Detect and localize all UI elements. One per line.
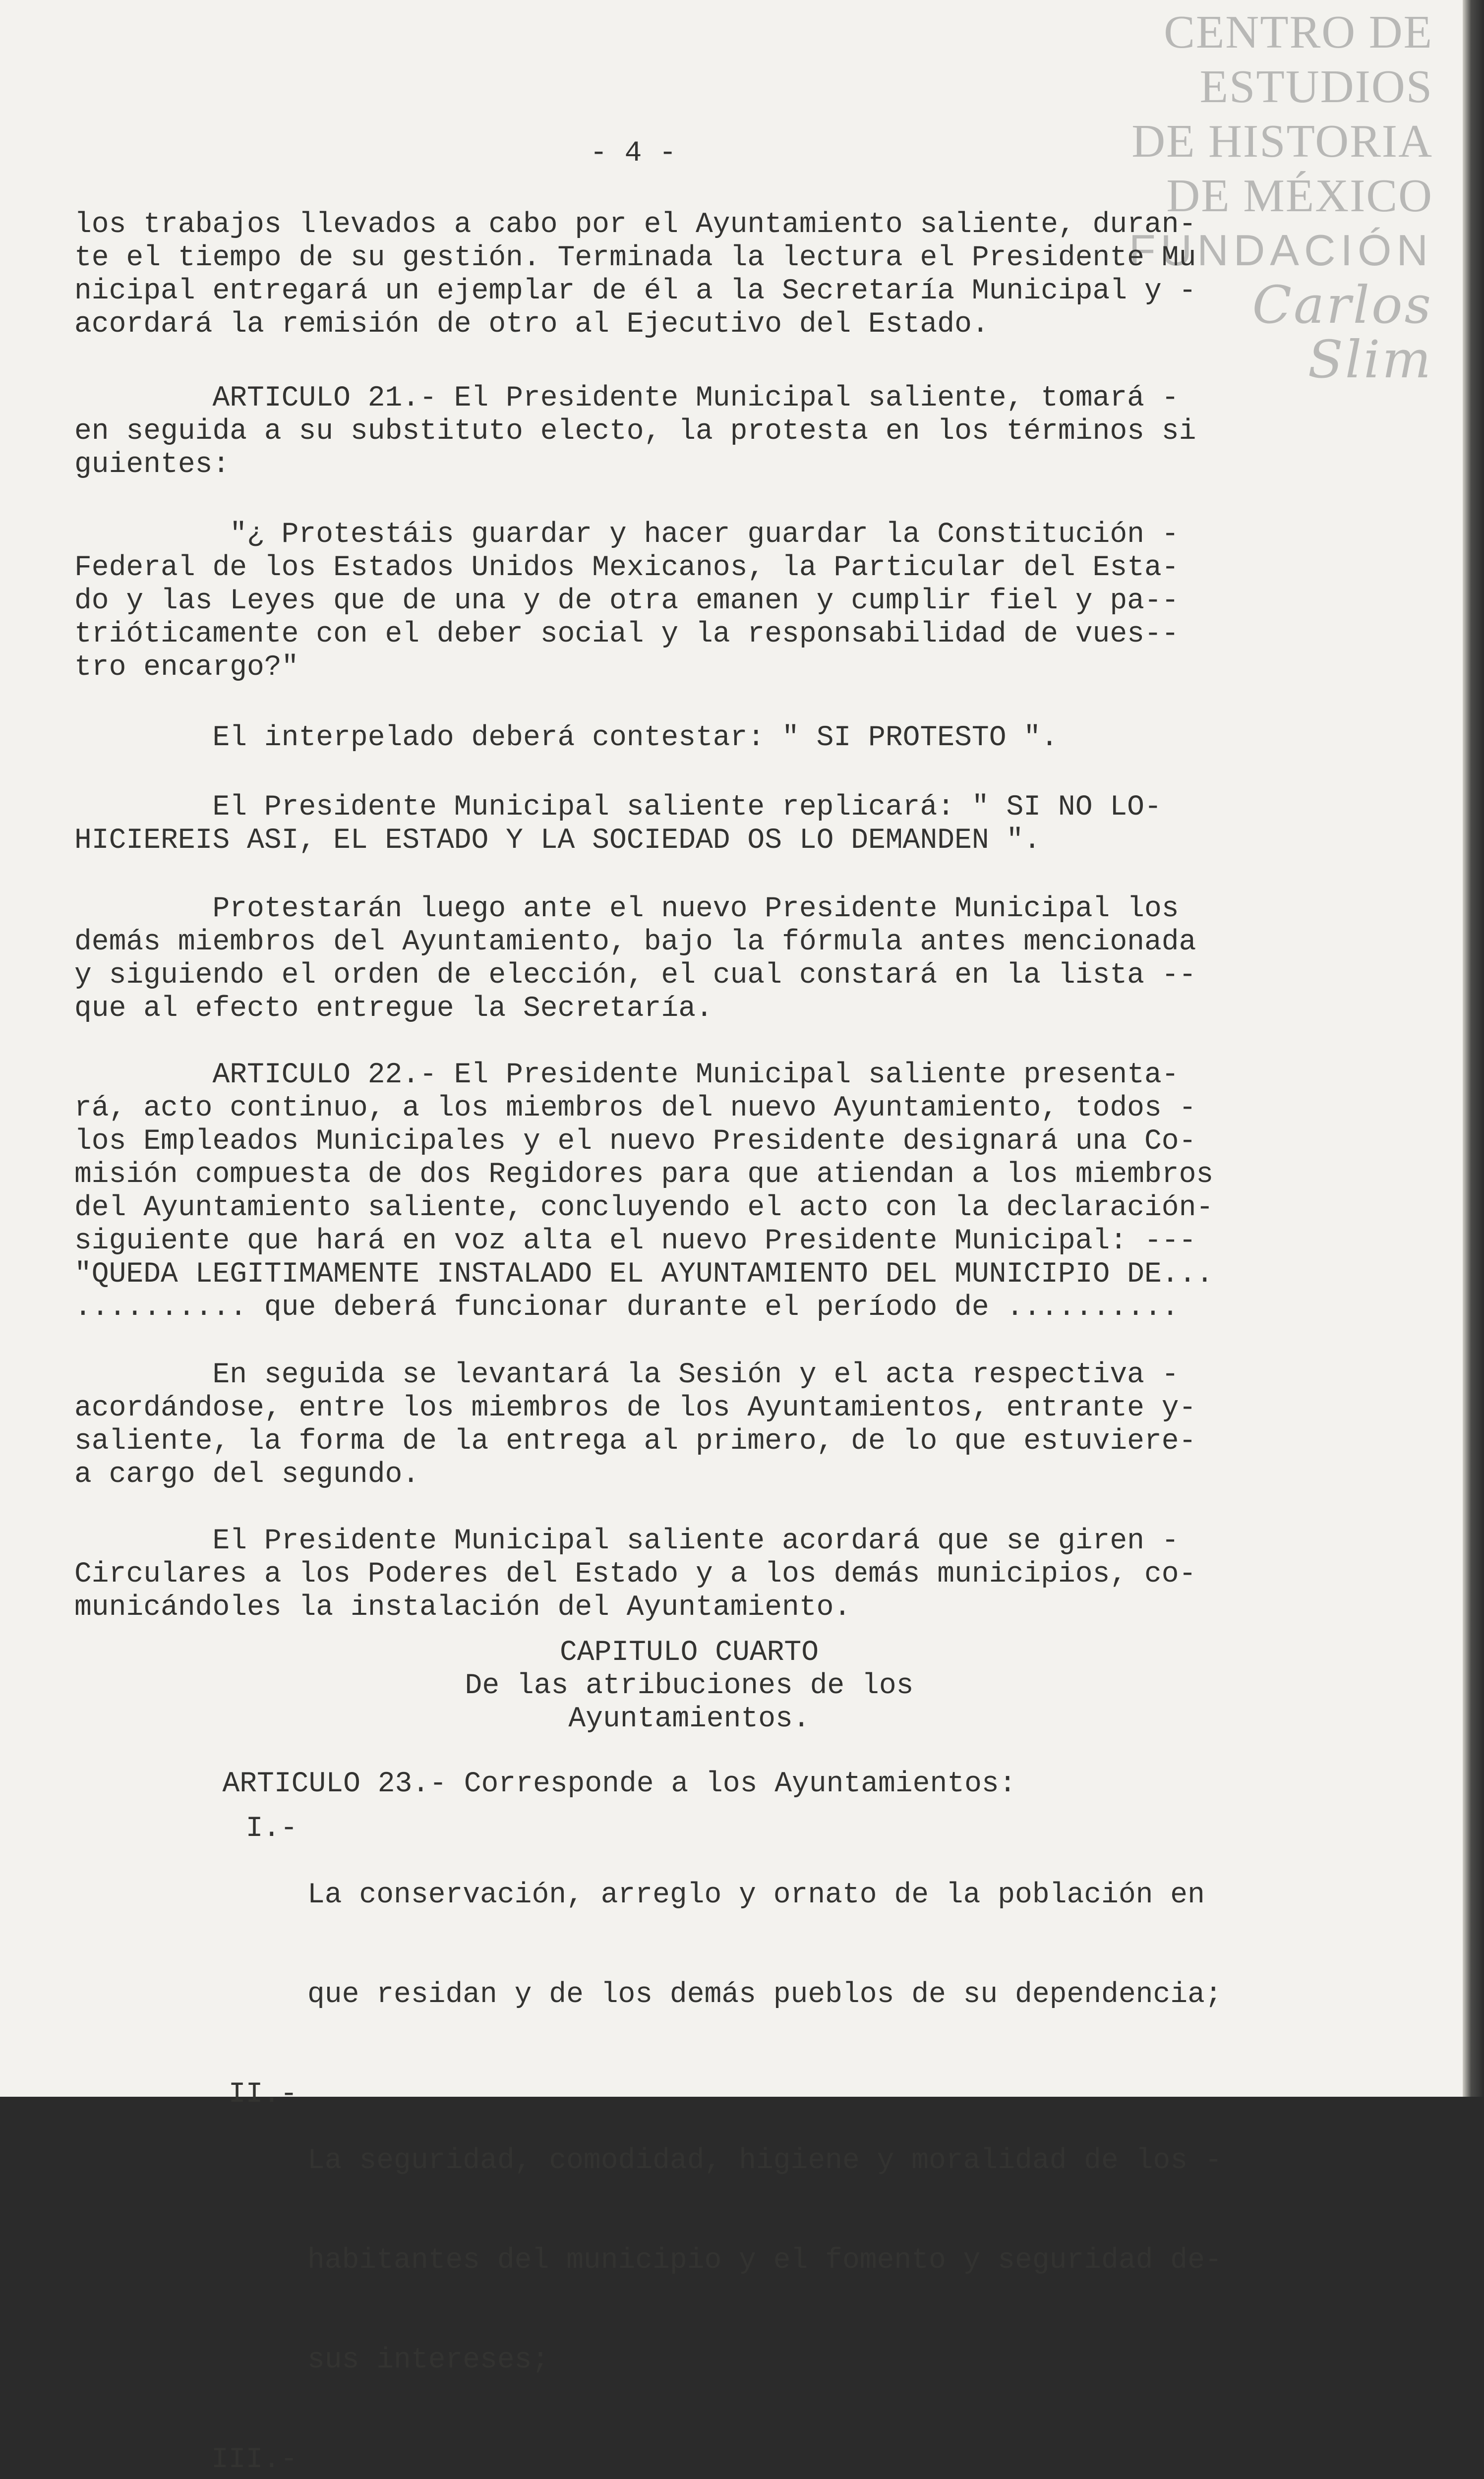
text-line: ARTICULO 21.- El Presidente Municipal saliente, tomará - xyxy=(74,382,1179,414)
text-line: municándoles la instalación del Ayuntamiento. xyxy=(74,1592,851,1624)
text-line: HICIEREIS ASI, EL ESTADO Y LA SOCIEDAD OS LO DEMANDEN ". xyxy=(74,825,1041,857)
article-21 xyxy=(74,382,1344,481)
circulars-paragraph xyxy=(74,1525,1344,1624)
page-number: - 4 - xyxy=(590,137,677,170)
text-line: trióticamente con el deber social y la responsabilidad de vues-- xyxy=(74,618,1179,650)
text-line: nicipal entregará un ejemplar de él a la Secretaría Municipal y - xyxy=(74,275,1196,307)
list-number: II.- xyxy=(228,2078,297,2111)
watermark-line: CENTRO DE xyxy=(1164,6,1433,58)
chapter-heading xyxy=(55,1636,1324,1736)
text-line: La conservación, arreglo y ornato de la población en xyxy=(307,1879,1205,1911)
text-line: "¿ Protestáis guardar y hacer guardar la Constitución - xyxy=(74,519,1179,551)
text-line: que residan y de los demás pueblos de su dependencia; xyxy=(307,1979,1222,2011)
text-line: Federal de los Estados Unidos Mexicanos, la Particular del Esta- xyxy=(74,552,1179,584)
article-23 xyxy=(84,1768,1354,1801)
text-line: a cargo del segundo. xyxy=(74,1459,420,1491)
text-line: del Ayuntamiento saliente, concluyendo el acto con la declaración- xyxy=(74,1192,1214,1224)
text-line: .......... que deberá funcionar durante el período de .......... xyxy=(74,1292,1179,1324)
text-line: en seguida a su substituto electo, la protesta en los términos si xyxy=(74,415,1196,448)
list-text xyxy=(297,1812,1222,2078)
text-line: acordará la remisión de otro al Ejecutivo del Estado. xyxy=(74,308,989,341)
watermark-line: DE MÉXICO xyxy=(1166,170,1433,222)
oath-paragraph xyxy=(74,518,1344,684)
text-line: La seguridad, comodidad, higiene y moralidad de los - xyxy=(307,2145,1222,2177)
watermark-signature: Carlos Slim xyxy=(1252,275,1433,390)
text-line: Protestarán luego ante el nuevo Presidente Municipal los xyxy=(74,893,1179,925)
text-line: los trabajos llevados a cabo por el Ayuntamiento saliente, duran- xyxy=(74,209,1196,241)
text-line: los Empleados Municipales y el nuevo Presidente designará una Co- xyxy=(74,1125,1196,1158)
chapter-title: CAPITULO CUARTO xyxy=(559,1637,819,1669)
article-22 xyxy=(74,1059,1344,1324)
reply-paragraph xyxy=(74,721,1344,755)
list-item xyxy=(45,1812,1314,2078)
watermark-line: DE HISTORIA xyxy=(1131,116,1433,167)
text-line: ARTICULO 22.- El Presidente Municipal saliente presenta- xyxy=(74,1059,1179,1091)
text-line: demás miembros del Ayuntamiento, bajo la fórmula antes mencionada xyxy=(74,926,1196,958)
text-line: "QUEDA LEGITIMAMENTE INSTALADO EL AYUNTAMIENTO DEL MUNICIPIO DE... xyxy=(74,1258,1214,1291)
text-line: misión compuesta de dos Regidores para que atiendan a los miembros xyxy=(74,1159,1214,1191)
text-line: do y las Leyes que de una y de otra emanen y cumplir fiel y pa-- xyxy=(74,585,1179,617)
chapter-subtitle: Ayuntamientos. xyxy=(568,1703,810,1735)
watermark-line: ESTUDIOS xyxy=(1199,61,1433,113)
text-line: y siguiendo el orden de elección, el cual constará en la lista -- xyxy=(74,959,1196,992)
text-line: acordándose, entre los miembros de los Ayuntamientos, entrante y- xyxy=(74,1392,1196,1424)
paragraph-1 xyxy=(74,208,1344,341)
text-line: En seguida se levantará la Sesión y el acta respectiva - xyxy=(74,1359,1179,1391)
chapter-subtitle: De las atribuciones de los xyxy=(465,1670,914,1702)
text-line: ARTICULO 23.- Corresponde a los Ayuntamientos: xyxy=(84,1768,1016,1800)
list-item xyxy=(45,2443,1314,2479)
page-edge-shadow xyxy=(1463,0,1484,2097)
text-line: Circulares a los Poderes del Estado y a los demás municipios, co- xyxy=(74,1558,1196,1591)
list-number: I.- xyxy=(245,1813,297,1845)
text-line: te el tiempo de su gestión. Terminada la lectura el Presidente Mu xyxy=(74,242,1196,274)
text-line: habitantes del municipio y el fomento y seguridad de- xyxy=(307,2244,1222,2277)
watermark-foundation: FUNDACIÓN xyxy=(1128,226,1433,275)
text-line: El Presidente Municipal saliente acordará que se giren - xyxy=(74,1525,1179,1557)
list-item xyxy=(45,2078,1314,2443)
list-number: III.- xyxy=(211,2444,297,2476)
text-line: guientes: xyxy=(74,449,230,481)
text-line: sus intereses; xyxy=(307,2344,549,2376)
text-line: tro encargo?" xyxy=(74,651,299,684)
text-line: que al efecto entregue la Secretaría. xyxy=(74,993,713,1025)
session-paragraph xyxy=(74,1358,1344,1491)
replica-paragraph xyxy=(74,791,1344,857)
attributions-list xyxy=(45,1812,1314,2479)
list-text xyxy=(297,2078,1222,2443)
text-line: siguiente que hará en voz alta el nuevo Presidente Municipal: --- xyxy=(74,1225,1196,1257)
protest-paragraph xyxy=(74,892,1344,1025)
text-line: saliente, la forma de la entrega al primero, de lo que estuviere- xyxy=(74,1425,1196,1458)
text-line: rá, acto continuo, a los miembros del nuevo Ayuntamiento, todos - xyxy=(74,1092,1196,1124)
text-line: El interpelado deberá contestar: " SI PROTESTO ". xyxy=(74,722,1058,754)
list-text xyxy=(297,2443,1222,2479)
text-line: El Presidente Municipal saliente replicará: " SI NO LO- xyxy=(74,791,1162,824)
